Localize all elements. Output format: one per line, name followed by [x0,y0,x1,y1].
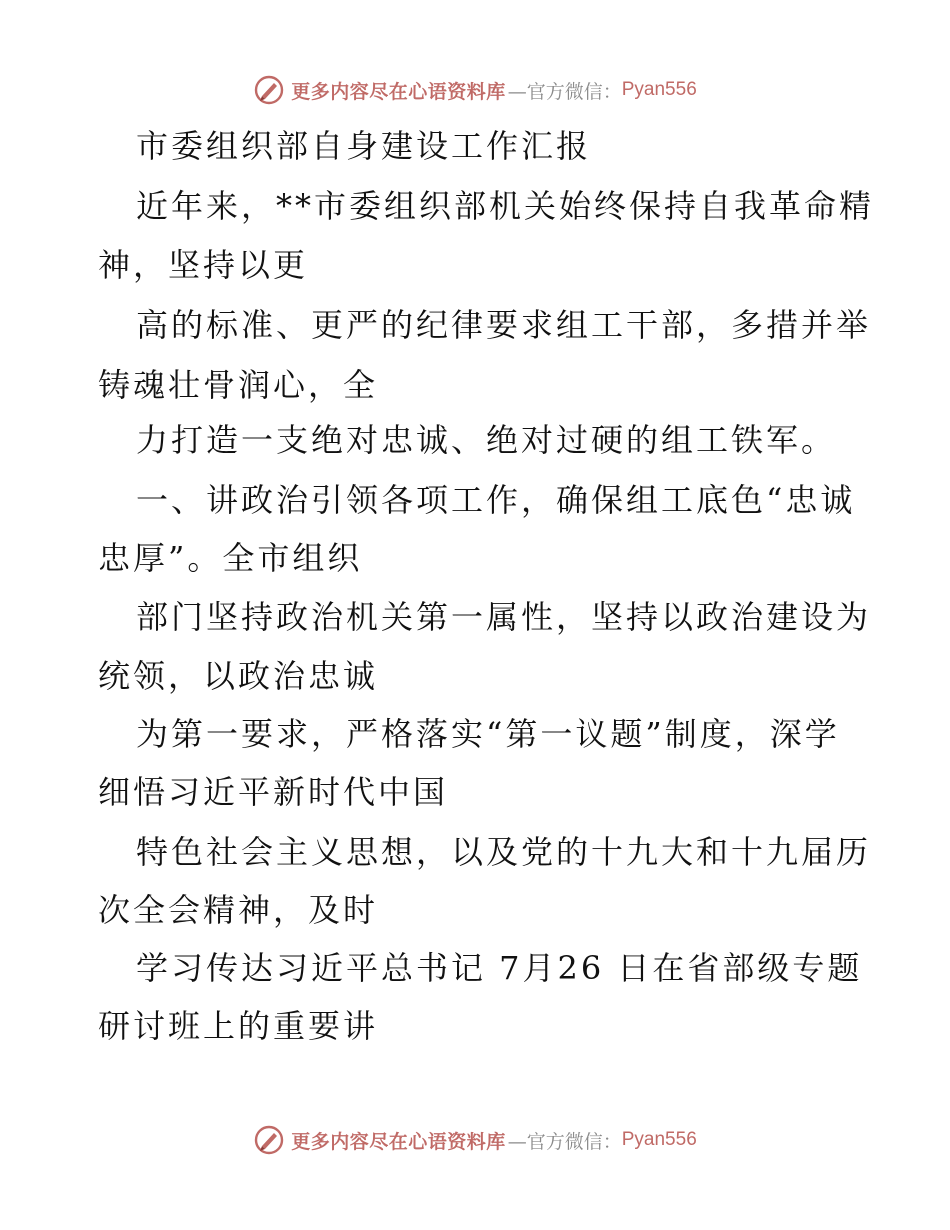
banner-wechat-id: Pyan556 [621,1129,697,1150]
banner-separator: —官方微信： [507,1130,622,1153]
banner-text: 更多内容尽在心语资料库 [291,1130,506,1153]
paragraph-line: 神，坚持以更 [98,246,309,284]
paragraph-line: 力打造一支绝对忠诚、绝对过硬的组工铁军。 [136,421,837,459]
document-title: 市委组织部自身建设工作汇报 [136,127,592,165]
pen-logo-icon [253,1124,285,1156]
paragraph-line: 高的标准、更严的纪律要求组工干部，多措并举 [136,306,872,344]
pen-logo-icon [253,74,285,106]
paragraph-line: 为第一要求，严格落实“第一议题”制度，深学 [136,715,840,753]
paragraph-line: 铸魂壮骨润心，全 [98,366,379,404]
banner-separator: —官方微信： [507,80,622,103]
paragraph-line: 特色社会主义思想，以及党的十九大和十九届历 [136,833,872,871]
paragraph-line: 研讨班上的重要讲 [98,1007,379,1045]
paragraph-line: 学习传达习近平总书记 7月26 日在省部级专题 [136,949,863,987]
paragraph-line: 部门坚持政治机关第一属性，坚持以政治建设为 [136,598,872,636]
paragraph-line: 次全会精神，及时 [98,891,379,929]
banner-text: 更多内容尽在心语资料库 [291,80,506,103]
paragraph-line: 统领，以政治忠诚 [98,657,379,695]
paragraph-line: 忠厚”。全市组织 [98,539,363,577]
header-watermark-banner [0,70,950,110]
paragraph-line: 近年来，**市委组织部机关始终保持自我革命精 [136,187,875,225]
paragraph-line: 细悟习近平新时代中国 [98,773,449,811]
footer-watermark-banner [0,1120,950,1160]
banner-wechat-id: Pyan556 [621,79,697,100]
section-heading-line: 一、讲政治引领各项工作，确保组工底色“忠诚 [136,481,856,519]
